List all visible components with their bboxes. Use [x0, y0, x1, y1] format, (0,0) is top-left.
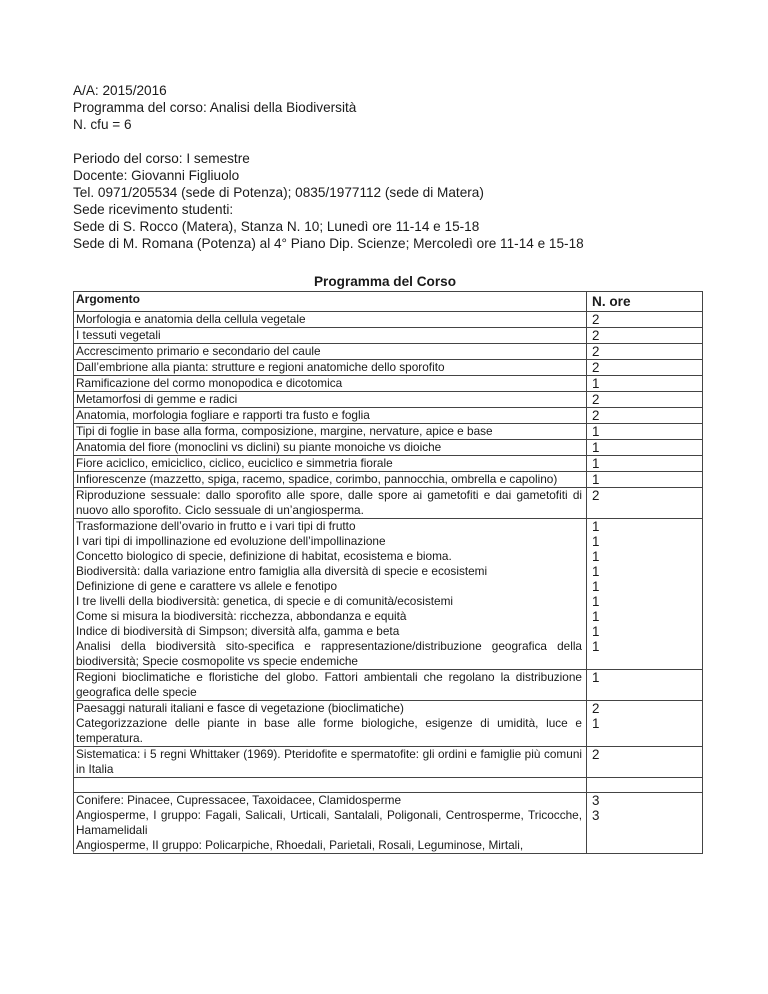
table-row	[74, 670, 703, 701]
table-row	[74, 408, 703, 424]
topic-cell: I tessuti vegetali	[74, 328, 587, 344]
hours-cell: 1	[587, 376, 703, 392]
topic-cell: Tipi di foglie in base alla forma, composizione, margine, nervature, apice e base	[74, 424, 587, 440]
topic-cell: Anatomia, morfologia fogliare e rapporti tra fusto e foglia	[74, 408, 587, 424]
topic-cell: Conifere: Pinacee, Cupressacee, Taxoidacee, Clamidosperme Angiosperme, I gruppo: Fagali, Salicali, Urticali, Santalali, Poligonali, Centrosperme, Tricocche, Hamamelidali Angiosperme, II gruppo: Policarpiche, Rhoedali, Parietali, Rosali, Leguminose, Mirtali,	[74, 793, 587, 854]
column-header-topic: Argomento	[74, 292, 587, 312]
table-row	[74, 488, 703, 519]
hours-cell: 2	[587, 360, 703, 376]
hours-cell: 1	[587, 472, 703, 488]
topic-cell	[74, 778, 587, 793]
topic-cell: Infiorescenze (mazzetto, spiga, racemo, spadice, corimbo, pannocchia, ombrella e capolino)	[74, 472, 587, 488]
table-row	[74, 778, 703, 793]
hours-cell: 1 1 1 1 1 1 1 1 1	[587, 519, 703, 670]
topic-cell: Anatomia del fiore (monoclini vs diclini) su piante monoiche vs dioiche	[74, 440, 587, 456]
hours-cell: 1	[587, 456, 703, 472]
table-row	[74, 328, 703, 344]
topic-cell: Metamorfosi di gemme e radici	[74, 392, 587, 408]
course-header	[73, 82, 713, 252]
table-row	[74, 456, 703, 472]
table-row	[74, 701, 703, 747]
course-period: Periodo del corso: I semestre	[73, 151, 250, 166]
hours-cell: 2	[587, 408, 703, 424]
hours-cell	[587, 778, 703, 793]
table-row	[74, 747, 703, 778]
topic-cell: Ramificazione del cormo monopodica e dicotomica	[74, 376, 587, 392]
office-hours-title: Sede ricevimento studenti:	[73, 202, 234, 217]
office-hours-matera: Sede di S. Rocco (Matera), Stanza N. 10; Lunedì ore 11-14 e 15-18	[73, 219, 480, 234]
table-row	[74, 376, 703, 392]
topic-cell: Accrescimento primario e secondario del caule	[74, 344, 587, 360]
topic-cell: Paesaggi naturali italiani e fasce di vegetazione (bioclimatiche) Categorizzazione delle piante in base alle forme biologiche, esigenze di umidità, luce e temperatura.	[74, 701, 587, 747]
table-row	[74, 344, 703, 360]
table-row	[74, 424, 703, 440]
column-header-hours: N. ore	[587, 292, 703, 312]
page-bottom-margin	[0, 942, 768, 994]
cfu-count: N. cfu = 6	[73, 117, 132, 132]
hours-cell: 2 1	[587, 701, 703, 747]
topic-cell: Fiore aciclico, emiciclico, ciclico, euciclico e simmetria fiorale	[74, 456, 587, 472]
table-row	[74, 793, 703, 854]
topic-cell: Riproduzione sessuale: dallo sporofito alle spore, dalle spore ai gametofiti e dai gametofiti di nuovo allo sporofito. Ciclo sessuale di un’angiosperma.	[74, 488, 587, 519]
table-row	[74, 472, 703, 488]
phone-numbers: Tel. 0971/205534 (sede di Potenza); 0835/1977112 (sede di Matera)	[73, 185, 484, 200]
topic-cell: Morfologia e anatomia della cellula vegetale	[74, 312, 587, 328]
hours-cell: 2	[587, 747, 703, 778]
table-row	[74, 312, 703, 328]
table-row	[74, 440, 703, 456]
topic-cell: Dall’embrione alla pianta: strutture e regioni anatomiche dello sporofito	[74, 360, 587, 376]
office-hours-potenza: Sede di M. Romana (Potenza) al 4° Piano Dip. Scienze; Mercoledì ore 11-14 e 15-18	[73, 236, 584, 251]
table-row	[74, 519, 703, 670]
hours-cell: 2	[587, 488, 703, 519]
hours-cell: 2	[587, 312, 703, 328]
topic-cell: Sistematica: i 5 regni Whittaker (1969). Pteridofite e spermatofite: gli ordini e famiglie più comuni in Italia	[74, 747, 587, 778]
hours-cell: 2	[587, 392, 703, 408]
table-header-row	[74, 292, 703, 312]
hours-cell: 2	[587, 344, 703, 360]
table-row	[74, 392, 703, 408]
hours-cell: 1	[587, 440, 703, 456]
table-title: Programma del Corso	[313, 274, 457, 289]
hours-cell: 3 3	[587, 793, 703, 854]
hours-cell: 1	[587, 424, 703, 440]
table-row	[74, 360, 703, 376]
hours-cell: 2	[587, 328, 703, 344]
academic-year: A/A: 2015/2016	[73, 83, 167, 98]
topic-cell: Regioni bioclimatiche e floristiche del globo. Fattori ambientali che regolano la distribuzione geografica delle specie	[74, 670, 587, 701]
hours-cell: 1	[587, 670, 703, 701]
course-program-title: Programma del corso: Analisi della Biodiversità	[73, 100, 357, 115]
course-program-table	[73, 291, 703, 854]
topic-cell: Trasformazione dell’ovario in frutto e i vari tipi di frutto I vari tipi di impollinazione ed evoluzione dell’impollinazione Concetto biologico di specie, definizione di habitat, ecosistema e bioma. Biodiversità: dalla variazione entro famiglia alla diversità di specie e ecosistemi Definizione di gene e carattere vs allele e fenotipo I tre livelli della biodiversità: genetica, di specie e di comunità/ecosistemi Come si misura la biodiversità: ricchezza, abbondanza e equità Indice di biodiversità di Simpson; diversità alfa, gamma e beta Analisi della biodiversità sito-specifica e rappresentazione/distribuzione geografica della biodiversità; Specie cosmopolite vs specie endemiche	[74, 519, 587, 670]
teacher: Docente: Giovanni Figliuolo	[73, 168, 240, 183]
